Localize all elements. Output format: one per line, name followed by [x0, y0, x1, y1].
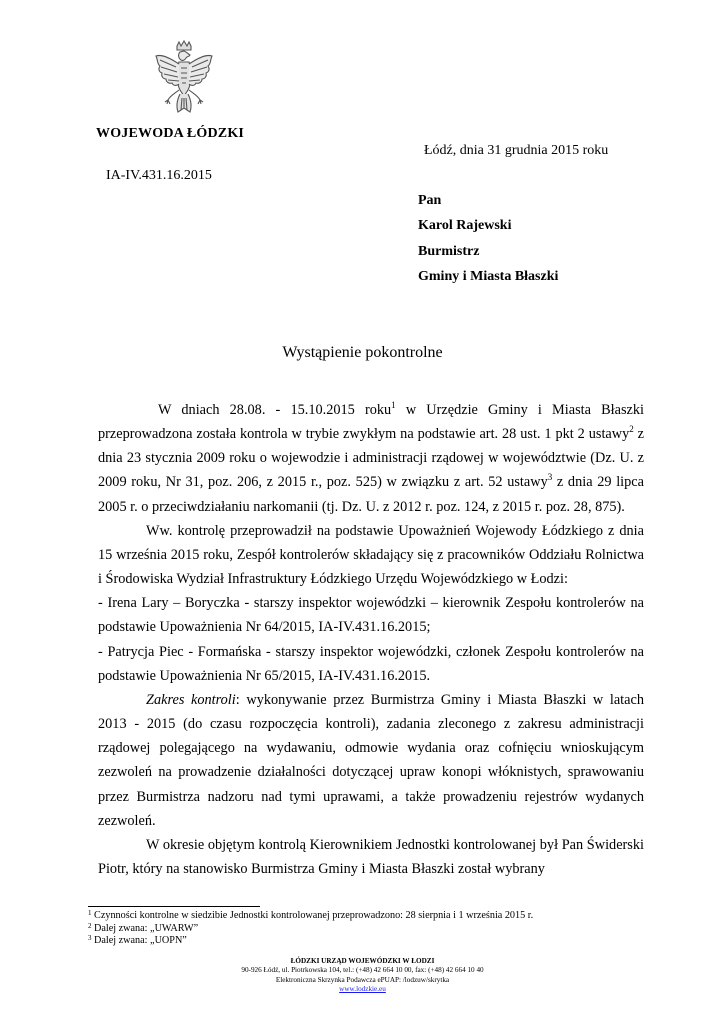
footnote-number: 2	[88, 921, 92, 930]
paragraph-text: z dnia 29 lipca 2005 r. o przeciwdziałaniu narkomanii (tj. Dz. U. z 2012 r. poz. 124, z 2015 r. poz. 28, 875).	[98, 474, 644, 515]
footnote	[88, 923, 533, 936]
paragraph-text: : wykonywanie przez Burmistrza Gminy i Miasta Błaszki w latach 2013 - 2015 (do czasu rozpoczęcia kontroli), zadania zleconego z zakresu administracji rządowej polegającego na wydawaniu, odmowie wydania oraz cofnięciu wnioskującym zezwoleń na prowadzenie działalności dotyczącej upraw konopi włóknistych, sprawowaniu przez Burmistrza nadzoru nad tymi uprawami, a także prowadzeniu rejestrów wydanych zezwoleń.	[98, 691, 644, 829]
paragraph-head: W okresie objętym kontrolą Kierownikiem Jednostki kontrolowanej był Pan Świderski Piotr, który na stanowisko Burmistrza Gminy i Miasta Błaszki został wybrany	[98, 836, 644, 877]
footnote-number: 3	[88, 934, 92, 942]
footnote-ref: 3	[547, 472, 553, 483]
recipient-salutation: Pan	[418, 193, 442, 208]
place-and-date: Łódź, dnia 31 grudnia 2015 roku	[424, 143, 609, 158]
paragraph-text: z dnia 23 stycznia 2009 roku o wojewodzie i administracji rządowej w województwie (Dz. U. z 2009 roku, Nr 31, poz. 206, z 2015 r., poz. 525) w związku z art. 52 ustawy	[98, 426, 644, 491]
scope-label: Zakres kontroli	[146, 691, 236, 708]
footer-heading: ŁÓDZKI URZĄD WOJEWÓDZKI W ŁODZI	[290, 957, 435, 965]
footnote	[88, 935, 533, 948]
footnote-divider	[88, 906, 260, 907]
paragraph-text: W dniach 28.08. - 15.10.2015 roku	[158, 402, 392, 418]
body-text	[98, 398, 644, 881]
page-footer	[0, 957, 725, 995]
footnotes	[88, 910, 533, 948]
footnote-text: Dalej zwana: „UWARW”	[91, 922, 199, 934]
footnote-text: Czynności kontrolne w siedzibie Jednostki kontrolowanej przeprowadzono: 28 sierpnia i 1 września 2015 r.	[91, 910, 534, 921]
polish-eagle-emblem-icon	[152, 40, 216, 122]
website-link[interactable]: www.lodzkie.eu	[339, 985, 386, 994]
footer-epuap: Elektroniczna Skrzynka Podawcza ePUAP: /lodzuw/skrytka	[275, 975, 450, 984]
footnote-number: 1	[88, 909, 92, 917]
footer-address: 90-926 Łódź, ul. Piotrkowska 104, tel.: (+48) 42 664 10 00, fax: (+48) 42 664 10 40	[241, 966, 484, 975]
document-title: Wystąpienie pokontrolne	[282, 344, 443, 361]
recipient-name: Karol Rajewski	[418, 218, 512, 233]
paragraph-scope	[98, 688, 644, 833]
issuer-name: WOJEWODA ŁÓDZKI	[96, 126, 245, 141]
paragraph-legal-basis	[98, 398, 644, 519]
recipient-office: Gminy i Miasta Błaszki	[418, 269, 559, 284]
footnote-ref: 1	[391, 400, 396, 410]
recipient-position: Burmistrz	[418, 244, 480, 259]
paragraph-text: w Urzędzie Gminy i Miasta Błaszki przeprowadzona została kontrola w trybie zwykłym na podstawie art. 28 ust. 1 pkt 2 ustawy	[98, 402, 644, 443]
footnote-ref: 2	[629, 424, 634, 435]
paragraph-inspector-2: - Patrycja Piec - Formańska - starszy inspektor wojewódzki, członek Zespołu kontrolerów na podstawie Upoważnienia Nr 65/2015, IA-IV.431.16.2015.	[98, 643, 644, 684]
paragraph-inspector-1: - Irena Lary – Boryczka - starszy inspektor wojewódzki – kierownik Zespołu kontrolerów na podstawie Upoważnienia Nr 64/2015, IA-IV.431.16.2015;	[98, 595, 644, 636]
paragraph-team: Ww. kontrolę przeprowadził na podstawie Upoważnień Wojewody Łódzkiego z dnia 15 września 2015 roku, Zespół kontrolerów składający się z pracowników Oddziału Rolnictwa i Środowiska Wydział Infrastruktury Łódzkiego Urzędu Wojewódzkiego w Łodzi:	[98, 522, 644, 588]
footnote	[88, 910, 533, 923]
reference-number: IA-IV.431.16.2015	[106, 168, 212, 183]
footnote-text: Dalej zwana: „UOPN”	[91, 935, 187, 946]
